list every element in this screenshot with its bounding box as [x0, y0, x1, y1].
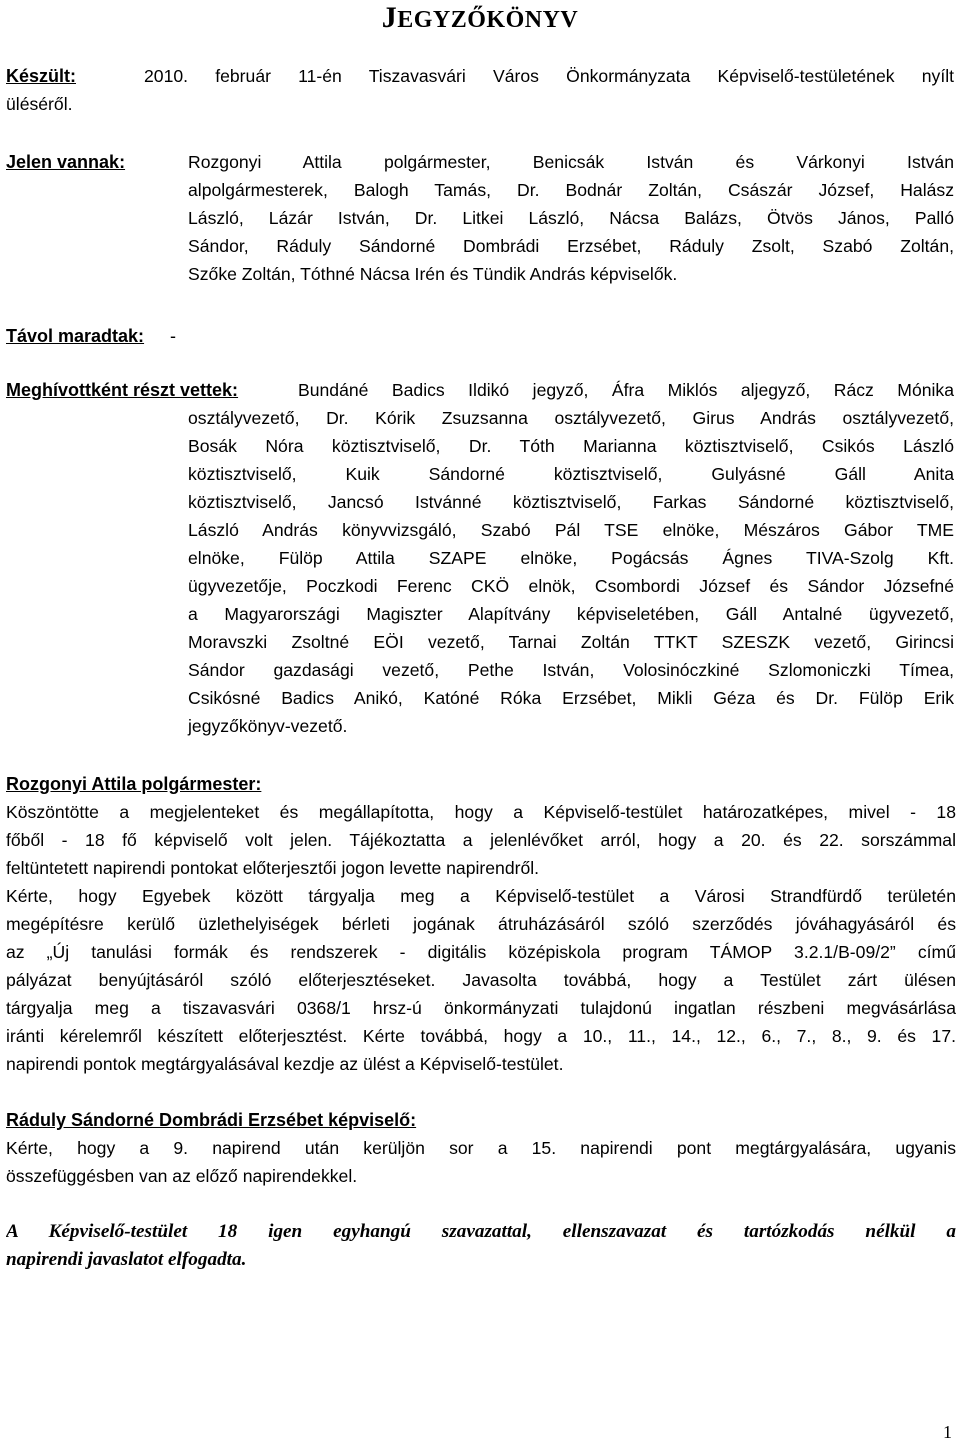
meghivott-line: Sándor gazdasági vezető, Pethe István, Volosinóczkiné Szlomoniczki Tímea,: [188, 660, 954, 680]
speaker1-line: iránti kérelemről készített előterjesztést. Kérte továbbá, hogy a 10., 11., 14., 12., 6., 7., 8., 9. és 17.: [6, 1026, 956, 1046]
meghivott-line: osztályvezető, Dr. Kórik Zsuzsanna osztályvezető, Girus András osztályvezető,: [188, 408, 954, 428]
speaker1-line: Kérte, hogy Egyebek között tárgyalja meg a Képviselő-testület a Városi Strandfürdő területén: [6, 886, 956, 906]
jelen-line: Szőke Zoltán, Tóthné Nácsa Irén és Tündik András képviselők.: [188, 264, 678, 284]
speaker1-line: az „Új tanulási formák és rendszerek - digitális középiskola program TÁMOP 3.2.1/B-09/2” című: [6, 942, 956, 962]
title-initial: J: [381, 1, 398, 34]
speaker1-text: [6, 798, 956, 1078]
speaker2-line: Kérte, hogy a 9. napirend után kerüljön sor a 15. napirendi pont megtárgyalására, ugyanis: [6, 1138, 956, 1158]
decision-line: A Képviselő-testület 18 igen egyhangú szavazattal, ellenszavazat és tartózkodás nélkül a: [6, 1221, 956, 1242]
page-number: 1: [943, 1422, 952, 1442]
keszult-line: 2010. február 11-én Tiszavasvári Város Önkormányzata Képviselő-testületének nyílt: [144, 66, 954, 86]
meghivott-line: László András könyvvizsgáló, Szabó Pál TSE elnöke, Mészáros Gábor TME: [188, 520, 954, 540]
speaker1-line: főből - 18 fő képviselő volt jelen. Tájékoztatta a jelenlévőket arról, hogy a 20. és 22. sorszámmal: [6, 830, 956, 850]
keszult-line: üléséről.: [6, 94, 73, 114]
meghivott-line: köztisztviselő, Kuik Sándorné köztisztviselő, Gulyásné Gáll Anita: [188, 464, 954, 484]
jelen-line: alpolgármesterek, Balogh Tamás, Dr. Bodnár Zoltán, Császár József, Halász: [188, 180, 954, 200]
meghivott-line: köztisztviselő, Jancsó Istvánné köztisztviselő, Farkas Sándorné köztisztviselő,: [188, 492, 954, 512]
meghivott-first: [298, 376, 954, 404]
jelen-text: [188, 148, 954, 288]
speaker2-text: [6, 1134, 956, 1190]
decision-line: napirendi javaslatot elfogadta.: [6, 1249, 247, 1270]
meghivott-text: [188, 404, 954, 740]
jelen-line: Rozgonyi Attila polgármester, Benicsák István és Várkonyi István: [188, 152, 954, 172]
speaker1-line: feltüntetett napirendi pontokat előterjesztői jogon levette napirendről.: [6, 858, 540, 878]
speaker1-line: tárgyalja meg a tiszavasvári 0368/1 hrsz-ú önkormányzati tulajdonú ingatlan részbeni megvásárlása: [6, 998, 956, 1018]
speaker1-label: Rozgonyi Attila polgármester:: [6, 774, 262, 794]
meghivott-line: Moravszki Zsoltné EÖI vezető, Tarnai Zoltán TTKT SZESZK vezető, Girincsi: [188, 632, 954, 652]
tavol-value: -: [170, 326, 176, 346]
speaker2-line: összefüggésben van az előző napirendekkel.: [6, 1166, 358, 1186]
meghivott-label: Meghívottként részt vettek:: [6, 380, 239, 400]
meghivott-line: Bosák Nóra köztisztviselő, Dr. Tóth Marianna köztisztviselő, Csikós László: [188, 436, 954, 456]
meghivott-line: Bundáné Badics Ildikó jegyző, Áfra Miklós aljegyző, Rácz Mónika: [298, 380, 954, 400]
jelen-line: László, Lázár István, Dr. Litkei László, Nácsa Balázs, Ötvös János, Palló: [188, 208, 954, 228]
jelen-label: Jelen vannak:: [6, 152, 126, 172]
meghivott-line: elnöke, Fülöp Attila SZAPE elnöke, Pogácsás Ágnes TIVA-Szolg Kft.: [188, 548, 954, 568]
meghivott-line: a Magyarországi Magiszter Alapítvány képviseletében, Gáll Antalné ügyvezető,: [188, 604, 954, 624]
keszult-text: [144, 62, 954, 90]
meghivott-line: jegyzőkönyv-vezető.: [188, 716, 348, 736]
decision-text: [6, 1218, 956, 1274]
speaker2-label: Ráduly Sándorné Dombrádi Erzsébet képviselő:: [6, 1110, 417, 1130]
speaker1-line: pályázat benyújtásáról szóló előterjesztéseket. Javasolta továbbá, hogy a Testület zárt ülésen: [6, 970, 956, 990]
meghivott-line: Csikósné Badics Anikó, Katóné Róka Erzsébet, Mikli Géza és Dr. Fülöp Erik: [188, 688, 954, 708]
speaker1-line: napirendi pontok megtárgyalásával kezdje az ülést a Képviselő-testület.: [6, 1054, 564, 1074]
speaker1-line: Köszöntötte a megjelenteket és megállapította, hogy a Képviselő-testület határozatképes, mivel - 18: [6, 802, 956, 822]
meghivott-line: ügyvezetője, Poczkodi Ferenc CKÖ elnök, Csombordi József és Sándor Józsefné: [188, 576, 954, 596]
speaker1-line: megépítésre kerülő üzlethelyiségek bérleti jogának átruházásáról szóló szerződés jóváhagyásáról és: [6, 914, 956, 934]
jelen-line: Sándor, Ráduly Sándorné Dombrádi Erzsébet, Ráduly Zsolt, Szabó Zoltán,: [188, 236, 954, 256]
document-title: [0, 0, 960, 38]
keszult-label: Készült:: [6, 66, 77, 86]
tavol-label: Távol maradtak:: [6, 326, 145, 346]
keszult-text-cont: [6, 90, 816, 118]
title-rest: EGYZŐKÖNYV: [397, 7, 579, 33]
